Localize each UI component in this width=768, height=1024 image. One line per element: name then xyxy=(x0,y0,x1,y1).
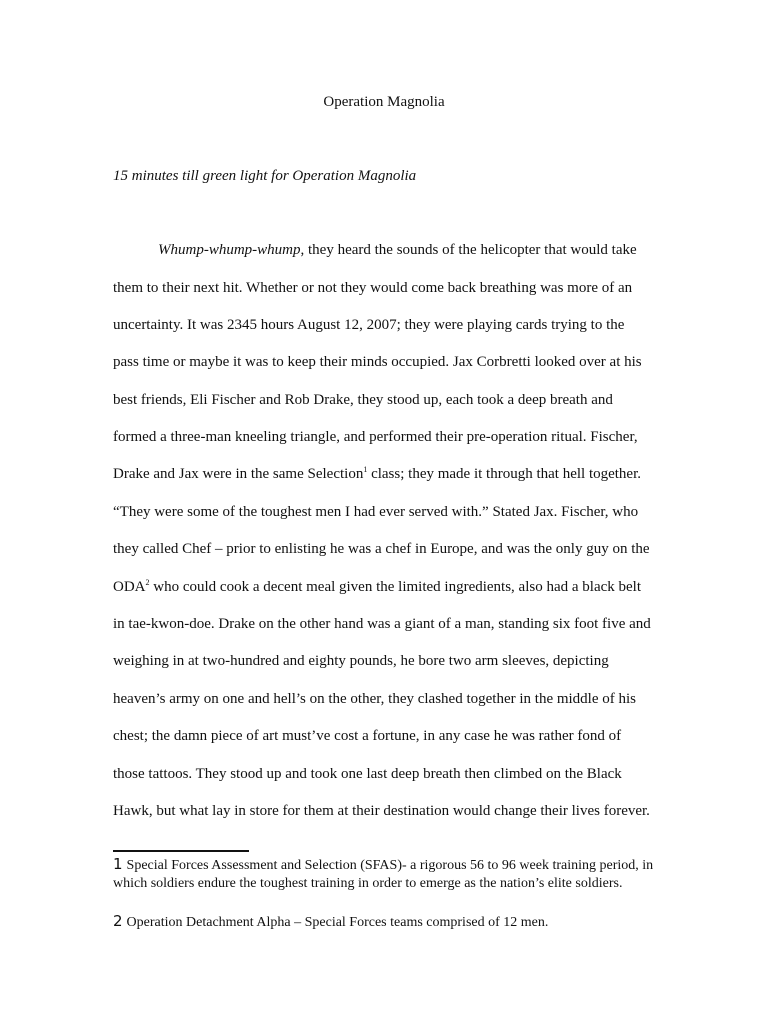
footnote-2 xyxy=(113,912,658,932)
footnote-number: 1 xyxy=(113,855,123,873)
paragraph-line: uncertainty. It was 2345 hours August 12, 2007; they were playing cards trying to the xyxy=(113,317,625,333)
paragraph-line: weighing in at two-hundred and eighty pounds, he bore two arm sleeves, depicting xyxy=(113,653,609,669)
paragraph-line: them to their next hit. Whether or not they would come back breathing was more of an xyxy=(113,280,633,296)
footnote-number: 2 xyxy=(113,912,123,930)
paragraph-line: they called Chef – prior to enlisting he was a chef in Europe, and was the only guy on the xyxy=(113,541,650,557)
footnote-ref-1: 1 xyxy=(363,465,368,474)
paragraph-line: “They were some of the toughest men I had ever served with.” Stated Jax. Fischer, who xyxy=(113,504,639,520)
footnote-text: Special Forces Assessment and Selection (SFAS)- a rigorous 56 to 96 week training period, in which soldiers endure the toughest training in order to emerge as the nation’s elite soldiers. xyxy=(113,858,654,891)
section-subtitle: 15 minutes till green light for Operation Magnolia xyxy=(113,168,417,184)
paragraph-line: chest; the damn piece of art must’ve cost a fortune, in any case he was rather fond of xyxy=(113,728,622,744)
paragraph-line: those tattoos. They stood up and took one last deep breath then climbed on the Black xyxy=(113,766,622,782)
footnote-divider xyxy=(113,850,249,852)
line-text: class; they made it through that hell together. xyxy=(367,466,642,482)
paragraph-line: Hawk, but what lay in store for them at their destination would change their lives forever. xyxy=(113,803,650,819)
paragraph-line xyxy=(158,240,637,260)
paragraph-line: best friends, Eli Fischer and Rob Drake, they stood up, each took a deep breath and xyxy=(113,392,613,408)
page-title: Operation Magnolia xyxy=(323,94,445,110)
paragraph-line: in tae-kwon-doe. Drake on the other hand was a giant of a man, standing six foot five and xyxy=(113,616,651,632)
footnote-text: Operation Detachment Alpha – Special Forces teams comprised of 12 men. xyxy=(126,915,549,930)
line-text: Drake and Jax were in the same Selection xyxy=(113,466,364,482)
onomatopoeia-text: Whump-whump-whump xyxy=(158,242,301,258)
paragraph-line: heaven’s army on one and hell’s on the other, they clashed together in the middle of his xyxy=(113,691,637,707)
line-text: ODA xyxy=(113,579,146,595)
footnote-1 xyxy=(113,855,658,893)
paragraph-line xyxy=(113,464,641,484)
line-text: , they heard the sounds of the helicopter that would take xyxy=(300,242,637,258)
footnote-ref-2: 2 xyxy=(145,578,150,587)
paragraph-line: pass time or maybe it was to keep their minds occupied. Jax Corbretti looked over at his xyxy=(113,354,642,370)
paragraph-line: formed a three-man kneeling triangle, and performed their pre-operation ritual. Fischer, xyxy=(113,429,638,445)
paragraph-line xyxy=(113,577,641,597)
line-text: who could cook a decent meal given the limited ingredients, also had a black belt xyxy=(149,579,642,595)
